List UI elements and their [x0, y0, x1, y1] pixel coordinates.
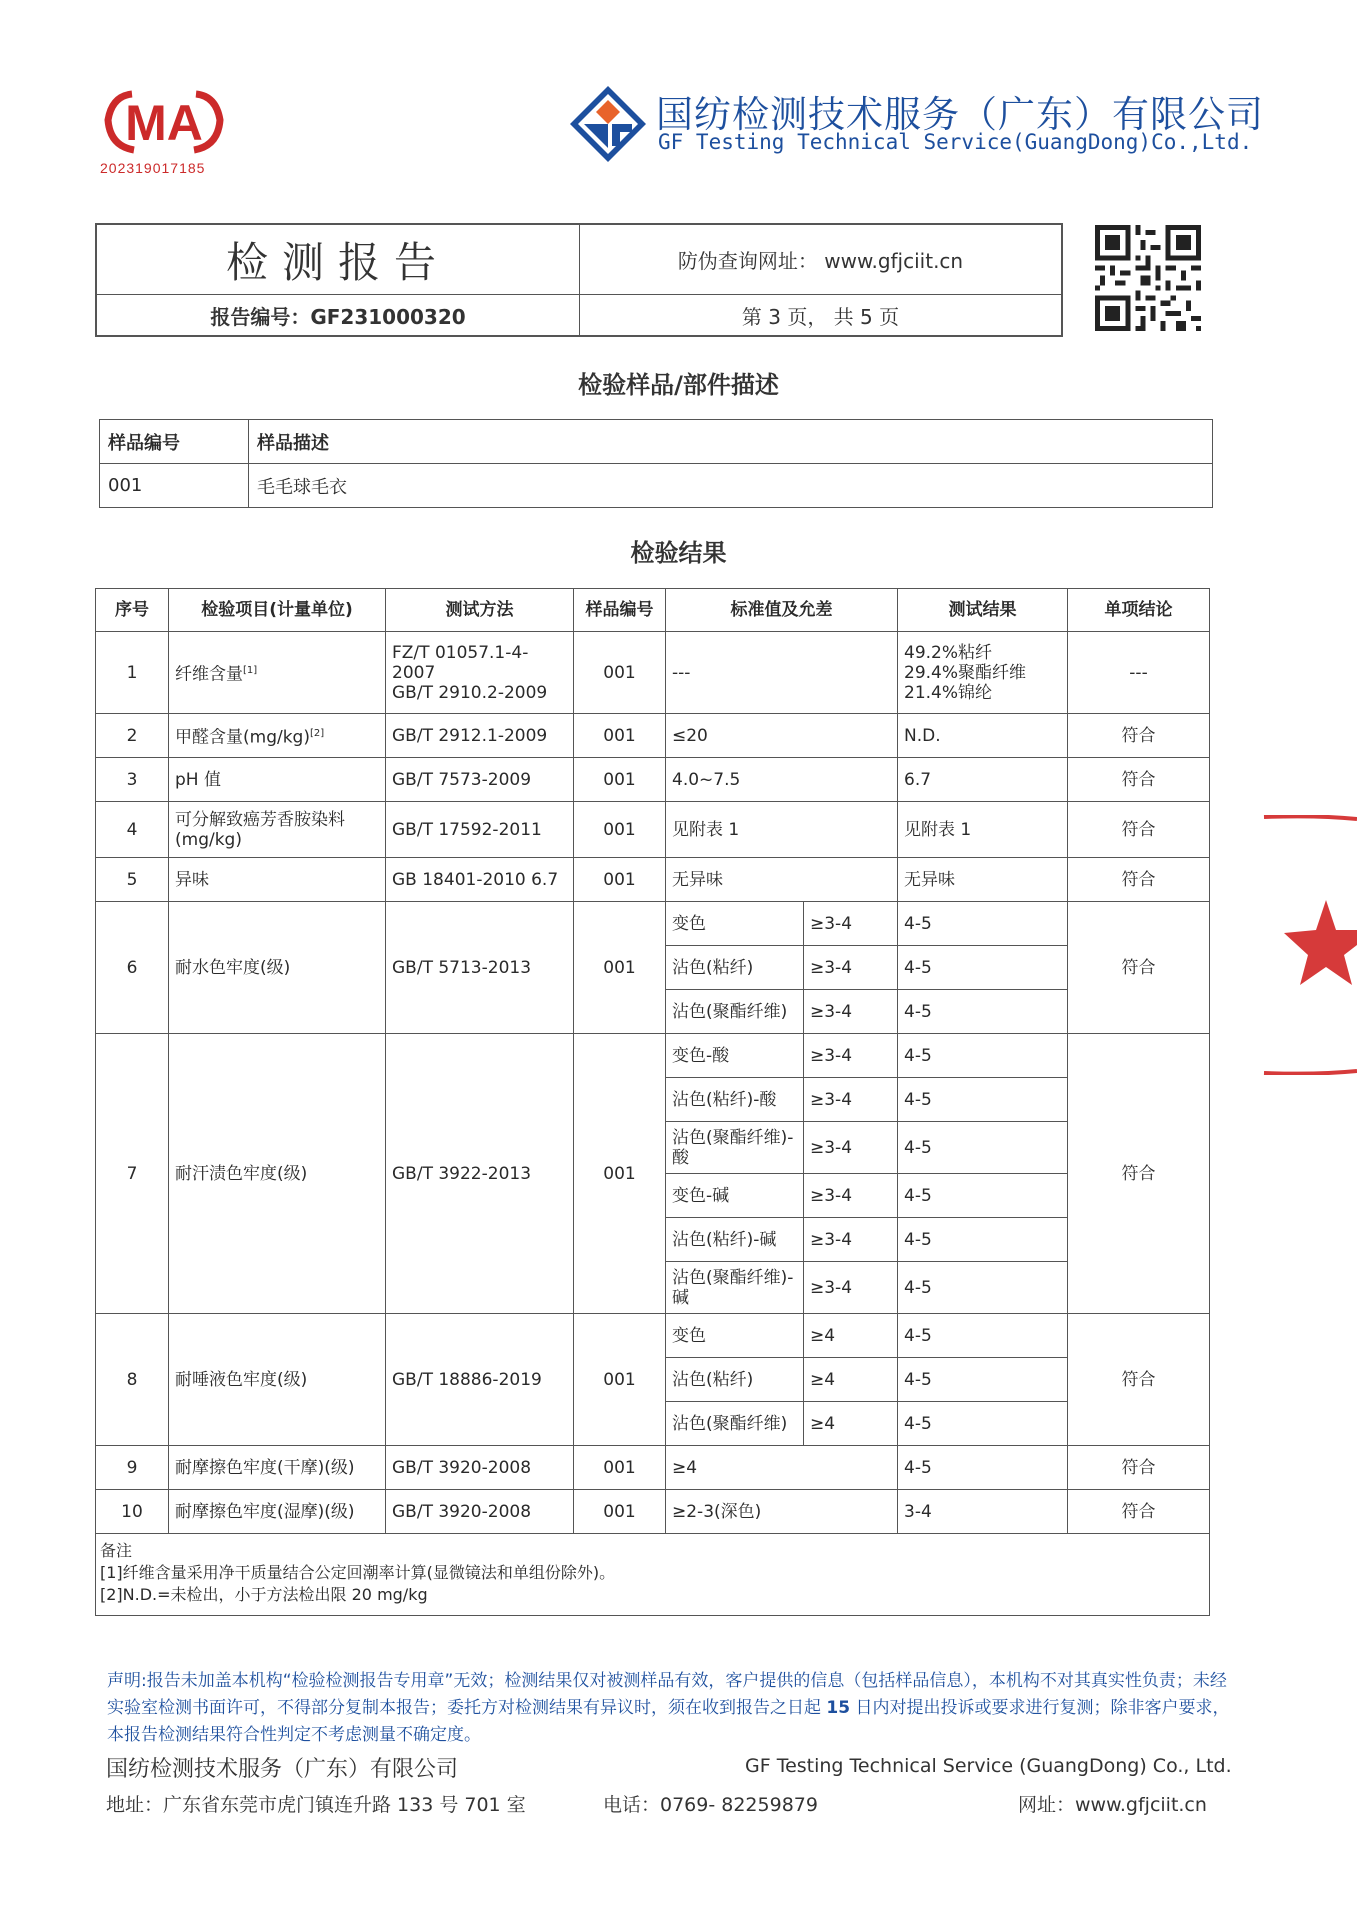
statement-text-1: 声明:报告未加盖本机构“检验检测报告专用章”无效；检测结果仅对被测样品有效，客户提供的信息（包括样品信息），本机构不对其真实性负责；未经实验室检测书面许可，不得部分复制本报告；委托方对检测结果有异议时，须在收到报告之日起 [107, 1671, 1227, 1718]
row-method: GB/T 3920-2008 [386, 1446, 574, 1490]
row-method: GB 18401-2010 6.7 [386, 858, 574, 902]
gf-logo-icon [568, 84, 648, 164]
sample-table [99, 419, 1213, 508]
row-standard: ≤20 [666, 714, 898, 758]
sub-item: 沾色(聚酯纤维)-碱 [666, 1262, 804, 1314]
row-no: 10 [96, 1490, 169, 1534]
cma-number: 202319017185 [100, 160, 206, 176]
sub-result: 4-5 [898, 1078, 1068, 1122]
qr-code [1095, 225, 1201, 331]
row-no: 1 [96, 632, 169, 714]
sub-standard: ≥3-4 [804, 1262, 898, 1314]
header-sample-no: 样品编号 [100, 420, 249, 464]
row-sample: 001 [574, 1446, 666, 1490]
row-item: pH 值 [169, 758, 386, 802]
row-result [898, 632, 1068, 714]
table-row [100, 464, 1213, 508]
row-sample: 001 [574, 858, 666, 902]
result-line: 21.4%锦纶 [904, 682, 993, 703]
cma-logo [100, 86, 235, 176]
sub-standard: ≥3-4 [804, 1174, 898, 1218]
row-sample: 001 [574, 902, 666, 1034]
sub-result: 4-5 [898, 1402, 1068, 1446]
footnote-ref: [1] [243, 664, 258, 676]
report-number: 报告编号：GF231000320 [97, 295, 580, 335]
row-no: 4 [96, 802, 169, 858]
row-item: 耐摩擦色牢度(干摩)(级) [169, 1446, 386, 1490]
sub-standard: ≥4 [804, 1358, 898, 1402]
table-row [96, 802, 1210, 858]
gf-logo [568, 84, 648, 168]
sub-item: 沾色(粘纤)-酸 [666, 1078, 804, 1122]
sub-item: 沾色(聚酯纤维)-酸 [666, 1122, 804, 1174]
sub-standard: ≥3-4 [804, 990, 898, 1034]
sub-item: 变色-碱 [666, 1174, 804, 1218]
table-row [96, 632, 1210, 714]
method-line: GB/T 2910.2-2009 [392, 682, 548, 703]
footer-website: 网址：www.gfjciit.cn [1018, 1794, 1207, 1816]
sub-result: 4-5 [898, 1314, 1068, 1358]
row-item [169, 714, 386, 758]
row-no: 8 [96, 1314, 169, 1446]
row-item: 耐水色牢度(级) [169, 902, 386, 1034]
disclaimer-statement [107, 1668, 1237, 1749]
result-line: 49.2%粘纤 [904, 642, 993, 663]
anti-counterfeit-url: 防伪查询网址： www.gfjciit.cn [580, 225, 1061, 295]
sub-standard: ≥3-4 [804, 1218, 898, 1262]
row-method: GB/T 7573-2009 [386, 758, 574, 802]
row-conclusion: 符合 [1068, 1446, 1210, 1490]
sub-result: 4-5 [898, 902, 1068, 946]
statement-days: 15 [826, 1698, 851, 1718]
row-sample: 001 [574, 1490, 666, 1534]
table-row [96, 1314, 1210, 1358]
sub-result: 4-5 [898, 1174, 1068, 1218]
row-result: 见附表 1 [898, 802, 1068, 858]
row-sample: 001 [574, 714, 666, 758]
row-standard: 无异味 [666, 858, 898, 902]
row-item: 耐汗渍色牢度(级) [169, 1034, 386, 1314]
sub-standard: ≥3-4 [804, 902, 898, 946]
row-sample: 001 [574, 1034, 666, 1314]
row-method: GB/T 5713-2013 [386, 902, 574, 1034]
report-header-box [95, 223, 1063, 337]
sub-item: 沾色(粘纤) [666, 946, 804, 990]
row-method: GB/T 17592-2011 [386, 802, 574, 858]
row-result: 4-5 [898, 1446, 1068, 1490]
page-info: 第 3 页， 共 5 页 [741, 304, 900, 329]
sample-desc-cell: 毛毛球毛衣 [249, 464, 1213, 508]
result-line: 29.4%聚酯纤维 [904, 662, 1027, 683]
row-conclusion: 符合 [1068, 902, 1210, 1034]
sub-item: 变色 [666, 902, 804, 946]
row-no: 3 [96, 758, 169, 802]
row-method: GB/T 18886-2019 [386, 1314, 574, 1446]
note-1: [1]纤维含量采用净干质量结合公定回潮率计算(显微镜法和单组份除外)。 [100, 1563, 616, 1582]
table-row [96, 902, 1210, 946]
sub-standard: ≥3-4 [804, 946, 898, 990]
item-text: 甲醛含量(mg/kg) [175, 727, 310, 748]
method-line: FZ/T 01057.1-4-2007 [392, 642, 529, 683]
row-method [386, 632, 574, 714]
header-no: 序号 [96, 589, 169, 632]
row-method: GB/T 2912.1-2009 [386, 714, 574, 758]
sub-item: 沾色(粘纤)-碱 [666, 1218, 804, 1262]
table-row [96, 1034, 1210, 1078]
report-title: 检测报告 [97, 225, 580, 295]
row-sample: 001 [574, 1314, 666, 1446]
sub-standard: ≥3-4 [804, 1078, 898, 1122]
row-standard: 4.0~7.5 [666, 758, 898, 802]
header-sample: 样品编号 [574, 589, 666, 632]
sub-result: 4-5 [898, 1218, 1068, 1262]
table-row [96, 1446, 1210, 1490]
header-sample-desc: 样品描述 [249, 420, 1213, 464]
table-row [96, 1490, 1210, 1534]
row-standard: --- [666, 632, 898, 714]
table-header-row [96, 589, 1210, 632]
seal-stamp-icon [1256, 815, 1357, 1075]
row-standard: 见附表 1 [666, 802, 898, 858]
row-conclusion: 符合 [1068, 1314, 1210, 1446]
table-row [96, 758, 1210, 802]
row-conclusion: 符合 [1068, 714, 1210, 758]
table-header-row [100, 420, 1213, 464]
row-sample: 001 [574, 632, 666, 714]
row-no: 2 [96, 714, 169, 758]
sub-item: 沾色(粘纤) [666, 1358, 804, 1402]
sub-result: 4-5 [898, 1122, 1068, 1174]
row-standard: ≥4 [666, 1446, 898, 1490]
sub-item: 沾色(聚酯纤维) [666, 990, 804, 1034]
partial-seal [1256, 815, 1357, 1075]
company-name-en: GF Testing Technical Service(GuangDong)Co.,Ltd. [658, 130, 1253, 154]
row-item [169, 632, 386, 714]
row-result: 3-4 [898, 1490, 1068, 1534]
row-conclusion: 符合 [1068, 802, 1210, 858]
row-item: 可分解致癌芳香胺染料(mg/kg) [169, 802, 386, 858]
sub-item: 变色-酸 [666, 1034, 804, 1078]
footnote-ref: [2] [309, 727, 325, 739]
statement-text-2: 日内对提出投诉或要求进行复测；除非客户要求，本报告检测结果符合性判定不考虑测量不确定度。 [107, 1698, 1230, 1745]
sample-no-cell: 001 [100, 464, 249, 508]
sub-standard: ≥4 [804, 1402, 898, 1446]
row-item: 耐唾液色牢度(级) [169, 1314, 386, 1446]
row-no: 7 [96, 1034, 169, 1314]
sub-result: 4-5 [898, 1358, 1068, 1402]
row-conclusion: 符合 [1068, 758, 1210, 802]
svg-text:MA: MA [125, 95, 203, 151]
row-conclusion: 符合 [1068, 1490, 1210, 1534]
results-section-title: 检验结果 [630, 539, 727, 567]
sub-standard: ≥3-4 [804, 1034, 898, 1078]
row-no: 6 [96, 902, 169, 1034]
row-no: 9 [96, 1446, 169, 1490]
sub-result: 4-5 [898, 1034, 1068, 1078]
notes-label: 备注 [100, 1541, 133, 1560]
header-item: 检验项目(计量单位) [169, 589, 386, 632]
row-conclusion: 符合 [1068, 1034, 1210, 1314]
row-item: 异味 [169, 858, 386, 902]
row-standard: ≥2-3(深色) [666, 1490, 898, 1534]
sub-standard: ≥4 [804, 1314, 898, 1358]
sub-result: 4-5 [898, 946, 1068, 990]
footer-phone: 电话：0769- 82259879 [603, 1794, 818, 1816]
header-method: 测试方法 [386, 589, 574, 632]
results-table [95, 588, 1210, 1616]
notes-cell [96, 1534, 1210, 1616]
header-standard: 标准值及允差 [666, 589, 898, 632]
sub-result: 4-5 [898, 1262, 1068, 1314]
row-conclusion: --- [1068, 632, 1210, 714]
row-sample: 001 [574, 758, 666, 802]
header-result: 测试结果 [898, 589, 1068, 632]
row-method: GB/T 3922-2013 [386, 1034, 574, 1314]
notes-row [96, 1534, 1210, 1616]
table-row [96, 714, 1210, 758]
footer-company-cn: 国纺检测技术服务（广东）有限公司 [106, 1757, 459, 1782]
footer-company-en: GF Testing Technical Service (GuangDong) Co., Ltd. [745, 1755, 1232, 1777]
sub-result: 4-5 [898, 990, 1068, 1034]
cma-mark-icon [100, 86, 228, 158]
sub-item: 沾色(聚酯纤维) [666, 1402, 804, 1446]
row-conclusion: 符合 [1068, 858, 1210, 902]
row-result: 无异味 [898, 858, 1068, 902]
row-item: 耐摩擦色牢度(湿摩)(级) [169, 1490, 386, 1534]
sub-standard: ≥3-4 [804, 1122, 898, 1174]
company-name-cn: 国纺检测技术服务（广东）有限公司 [656, 93, 1264, 136]
row-result: 6.7 [898, 758, 1068, 802]
sub-item: 变色 [666, 1314, 804, 1358]
sample-section-title: 检验样品/部件描述 [578, 371, 779, 399]
qr-code-icon [1095, 225, 1201, 331]
row-no: 5 [96, 858, 169, 902]
note-2: [2]N.D.=未检出，小于方法检出限 20 mg/kg [100, 1585, 428, 1604]
row-method: GB/T 3920-2008 [386, 1490, 574, 1534]
footer-address: 地址：广东省东莞市虎门镇连升路 133 号 701 室 [106, 1794, 526, 1816]
table-row [96, 858, 1210, 902]
item-text: 纤维含量 [175, 664, 243, 685]
row-sample: 001 [574, 802, 666, 858]
row-result: N.D. [898, 714, 1068, 758]
header-conclusion: 单项结论 [1068, 589, 1210, 632]
